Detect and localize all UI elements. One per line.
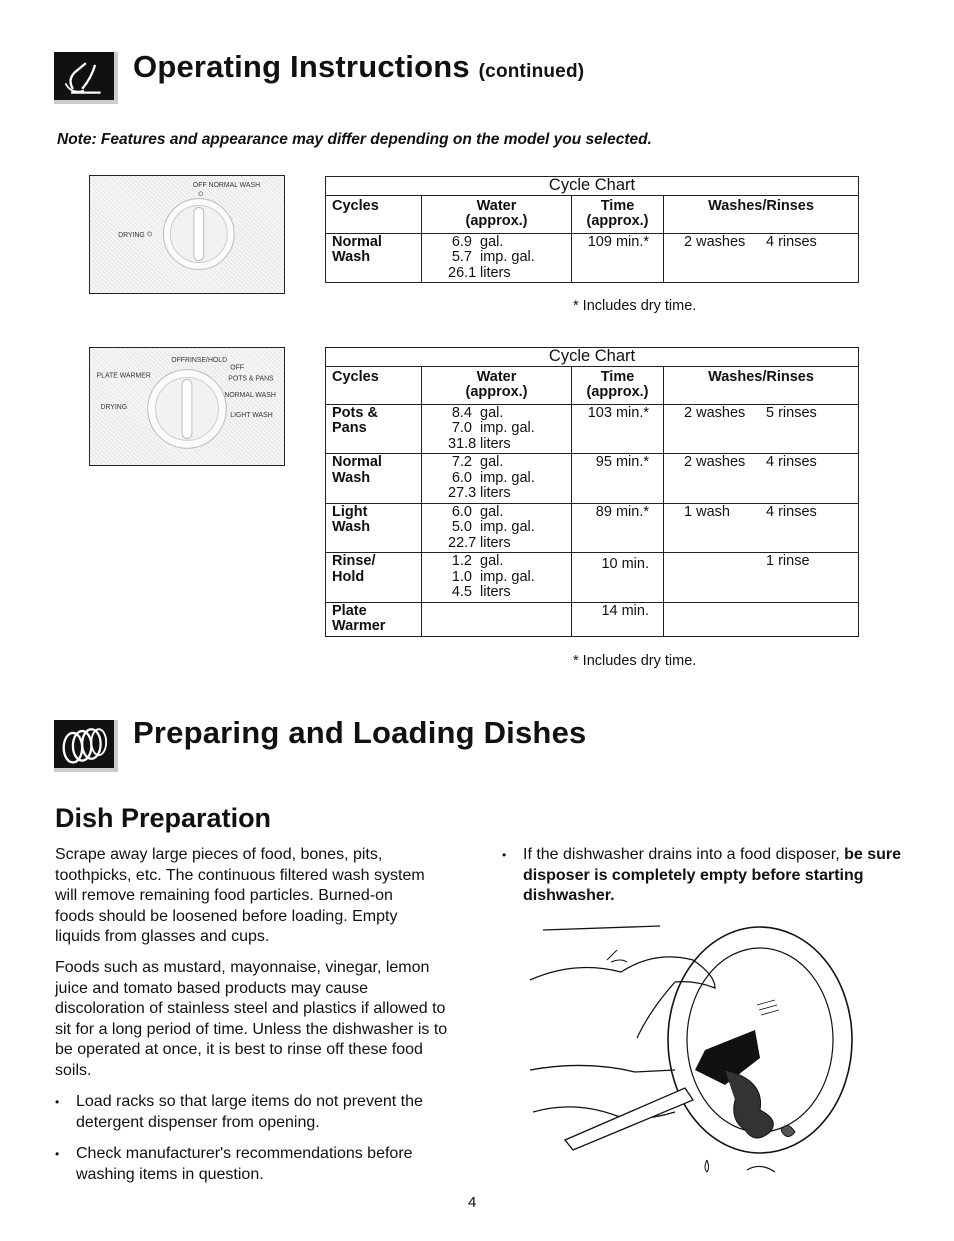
cycle-name: Normal Wash	[326, 233, 422, 283]
panel1-label-off: OFF	[192, 181, 207, 189]
panel2-label-drying: DRYING	[100, 403, 128, 411]
cycle-time: 103 min.*	[572, 404, 664, 454]
cycle-time: 109 min.*	[572, 233, 664, 283]
section-title-operating-instructions: Operating Instructions (continued)	[133, 49, 585, 84]
panel2-label-rinse-hold: RINSE/HOLD	[185, 356, 228, 364]
hand-on-control-icon	[54, 52, 118, 104]
cycle-name: Pots & Pans	[326, 404, 422, 454]
washes-rinses: 2 washes 4 rinses	[664, 233, 859, 283]
water-amount: 6.9 gal. 5.7 imp. gal. 26.1 liters	[422, 233, 572, 283]
panel2-label-plate-warmer: PLATE WARMER	[96, 372, 151, 380]
water-amount: 1.2 gal. 1.0 imp. gal. 4.5 liters	[422, 553, 572, 603]
chart2-header-time: Time (approx.)	[572, 366, 664, 404]
cycle-chart-1	[325, 176, 859, 283]
chart2-footnote: * Includes dry time.	[573, 653, 697, 669]
dish-preparation-heading: Dish Preparation	[55, 803, 272, 833]
cycle-time: 89 min.*	[572, 503, 664, 553]
control-panel-image-2	[89, 347, 285, 466]
chart1-header-time: Time (approx.)	[572, 195, 664, 233]
cycle-name: Rinse/ Hold	[326, 553, 422, 603]
cycle-time: 14 min.	[572, 602, 664, 636]
bullet-load-racks: • Load racks so that large items do not prevent the detergent dispenser from opening.	[55, 1092, 445, 1133]
chart1-title: Cycle Chart	[326, 177, 859, 196]
dish-prep-paragraph-1: Scrape away large pieces of food, bones, pits, toothpicks, etc. The continuous filtered wash system will remove remaining food particles. Burned-on foods should be loosened before loading. Empty liquids from glasses and cups.	[55, 846, 425, 945]
dish-prep-paragraph-2: Foods such as mustard, mayonnaise, vinegar, lemon juice and tomato based products may cause discoloration of stainless steel and plastics if allowed to sit for a long period of time. Unless the dishwasher is to be operated at once, it is best to rinse off these food soils.	[55, 959, 448, 1079]
washes-rinses: 2 washes 4 rinses	[664, 454, 859, 504]
panel2-label-off-2: OFF	[230, 364, 245, 372]
washes-rinses: 1 rinse	[664, 553, 859, 603]
table-row	[326, 454, 859, 504]
table-row	[326, 553, 859, 603]
cycle-chart-2	[325, 347, 859, 637]
washes-rinses: 1 wash 4 rinses	[664, 503, 859, 553]
page-number: 4	[468, 1194, 477, 1211]
washes-rinses	[664, 602, 859, 636]
section-title-preparing-loading: Preparing and Loading Dishes	[133, 715, 587, 750]
panel1-label-normal-wash: NORMAL WASH	[208, 181, 261, 189]
table-row	[326, 233, 859, 283]
panel1-label-drying: DRYING	[118, 231, 145, 239]
chart1-footnote: * Includes dry time.	[573, 298, 697, 314]
washes-rinses: 2 washes 5 rinses	[664, 404, 859, 454]
bullet-check-manufacturer: • Check manufacturer's recommendations before washing items in question.	[55, 1144, 455, 1185]
panel2-label-pots-pans: POTS & PANS	[228, 375, 274, 383]
chart2-header-cycles: Cycles	[326, 366, 422, 404]
control-panel-image-1	[89, 175, 285, 294]
chart2-header-washes-rinses: Washes/Rinses	[664, 366, 859, 404]
chart2-title: Cycle Chart	[326, 348, 859, 367]
cycle-name: Plate Warmer	[326, 602, 422, 636]
panel2-label-light-wash: LIGHT WASH	[230, 411, 273, 419]
cycle-time: 10 min.	[572, 553, 664, 603]
panel2-label-off: OFF	[171, 356, 186, 364]
cycle-name: Normal Wash	[326, 454, 422, 504]
note-text: Note: Features and appearance may differ depending on the model you selected.	[57, 131, 652, 148]
water-amount	[422, 602, 572, 636]
water-amount: 6.0 gal. 5.0 imp. gal. 22.7 liters	[422, 503, 572, 553]
water-amount: 8.4 gal. 7.0 imp. gal. 31.8 liters	[422, 404, 572, 454]
dish-rack-icon	[54, 720, 118, 772]
table-row	[326, 602, 859, 636]
scraping-plate-illustration	[525, 920, 860, 1182]
panel2-label-normal-wash: NORMAL WASH	[224, 392, 276, 400]
bullet-food-disposer: • If the dishwasher drains into a food disposer, be sure disposer is completely empty before starting dishwasher.	[502, 845, 902, 907]
water-amount: 7.2 gal. 6.0 imp. gal. 27.3 liters	[422, 454, 572, 504]
title-suffix: (continued)	[478, 61, 585, 82]
chart1-header-washes-rinses: Washes/Rinses	[664, 195, 859, 233]
table-row	[326, 404, 859, 454]
disposer-warning: be sure disposer is completely empty before starting dishwasher.	[523, 846, 902, 904]
cycle-time: 95 min.*	[572, 454, 664, 504]
chart1-header-water: Water (approx.)	[422, 195, 572, 233]
chart1-header-cycles: Cycles	[326, 195, 422, 233]
chart2-header-water: Water (approx.)	[422, 366, 572, 404]
cycle-name: Light Wash	[326, 503, 422, 553]
table-row	[326, 503, 859, 553]
